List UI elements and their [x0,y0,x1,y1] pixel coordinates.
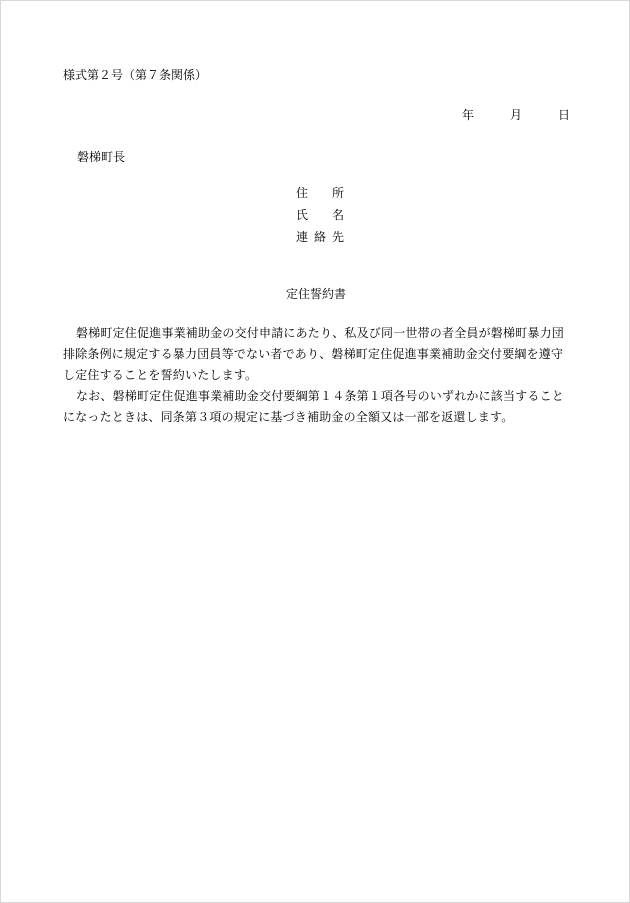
contact-label-char: 先 [331,230,344,244]
address-label-char: 所 [331,186,344,200]
applicant-block [296,185,356,251]
paragraph-refund: なお、磐梯町定住促進事業補助金交付要綱第１４条第１項各号のいずれかに該当することになったときは、同条第３項の規定に基づき補助金の全額又は一部を返還します。 [63,389,565,424]
date-year-label: 年 [462,108,475,122]
contact-label-char: 連 [296,230,309,244]
form-number: 様式第２号（第７条関係） [63,68,208,82]
date-line [462,107,570,123]
name-label-char: 名 [331,208,344,222]
contact-label-char: 絡 [313,230,326,244]
address-row [296,185,356,207]
contact-row [296,229,356,251]
address-label [296,185,344,201]
address-label-char: 住 [296,186,309,200]
addressee: 磐梯町長 [77,150,126,164]
body-text [63,323,575,428]
document-title: 定住誓約書 [285,287,346,301]
contact-label [296,229,344,245]
paragraph-pledge: 磐梯町定住促進事業補助金の交付申請にあたり、私及び同一世帯の者全員が磐梯町暴力団排除条例に規定する暴力団員等でない者であり、磐梯町定住促進事業補助金交付要綱を遵守し定住することを誓約いたします。 [63,326,565,382]
date-day-label: 日 [558,108,571,122]
name-label [296,207,344,223]
date-month-label: 月 [510,108,523,122]
name-row [296,207,356,229]
name-label-char: 氏 [296,208,309,222]
